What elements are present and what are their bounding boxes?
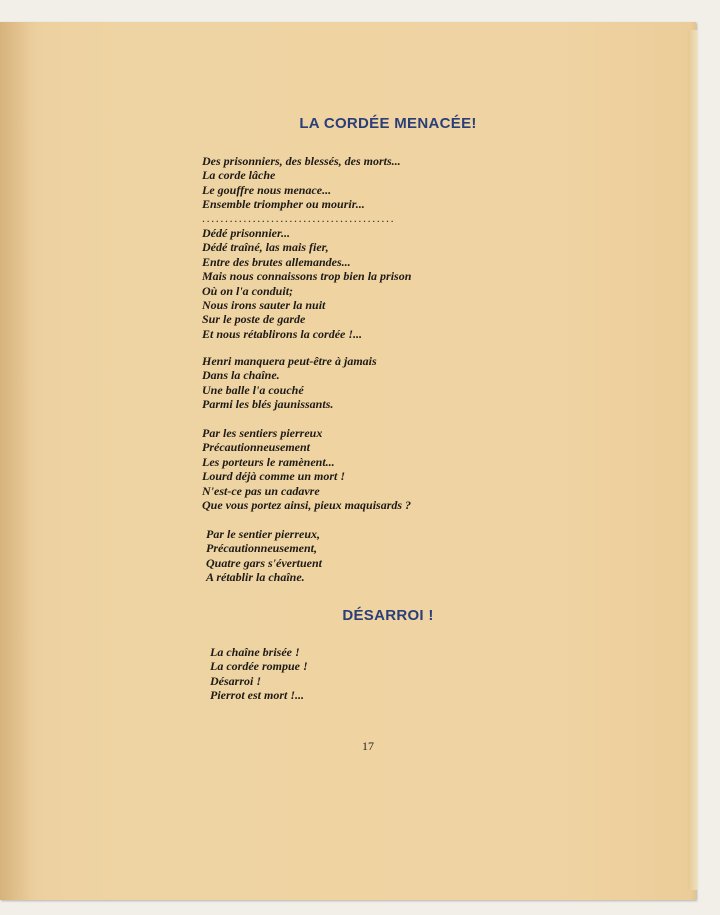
page-number: 17 [362, 739, 374, 753]
page-gutter-shadow [0, 22, 40, 900]
verse-line: Le gouffre nous menace... [202, 182, 332, 197]
verse-line: Où on l'a conduit; [202, 283, 294, 298]
poem1-stanza-2 [202, 226, 411, 341]
verse-line: N'est-ce pas un cadavre [202, 483, 320, 498]
verse-line: Une balle l'a couché [202, 382, 304, 397]
poem1-stanza-1 [202, 154, 401, 212]
verse-line: Henri manquera peut-être à jamais [202, 354, 377, 368]
verse-line: Dédé traîné, las mais fier, [202, 240, 329, 255]
verse-line: Précautionneusement [202, 440, 311, 455]
verse-line: Nous irons sauter la nuit [202, 298, 326, 313]
poem1-stanza-5 [206, 527, 322, 585]
ellipsis-divider: .......................................... [202, 211, 396, 225]
page-edge [688, 30, 698, 890]
poem-title-desarroi: DÉSARROI ! [342, 607, 434, 624]
verse-line: Précautionneusement, [206, 541, 318, 556]
verse-line: Par les sentiers pierreux [202, 426, 323, 440]
verse-line: Parmi les blés jaunissants. [202, 397, 334, 412]
verse-line: Et nous rétablirons la cordée !... [202, 326, 363, 341]
verse-line: Quatre gars s'évertuent [206, 555, 323, 570]
poem1-stanza-4 [202, 426, 411, 512]
verse-line: Pierrot est mort !... [210, 688, 305, 703]
verse-line: Que vous portez ainsi, pieux maquisards ? [202, 498, 412, 513]
verse-line: Dans la chaîne. [202, 368, 280, 383]
verse-line: La cordée rompue ! [210, 659, 308, 674]
poem1-stanza-3 [202, 354, 377, 412]
verse-line: Ensemble triompher ou mourir... [202, 197, 365, 212]
verse-line: La chaîne brisée ! [210, 645, 300, 659]
verse-line: Par le sentier pierreux, [206, 527, 320, 541]
verse-line: Les porteurs le ramènent... [202, 454, 335, 469]
verse-line: Entre des brutes allemandes... [202, 254, 351, 269]
verse-line: Des prisonniers, des blessés, des morts... [202, 154, 401, 168]
poem2-stanza-1 [210, 645, 308, 703]
verse-line: Mais nous connaissons trop bien la prison [202, 269, 412, 284]
verse-line: Sur le poste de garde [202, 312, 306, 327]
verse-line: Lourd déjà comme un mort ! [202, 469, 346, 484]
verse-line: Dédé prisonnier... [202, 226, 291, 240]
poem-title-la-cordee-menacee: LA CORDÉE MENACÉE! [299, 115, 477, 132]
verse-line: La corde lâche [202, 168, 276, 183]
verse-line: A rétablir la chaîne. [206, 570, 305, 585]
verse-line: Désarroi ! [210, 673, 262, 688]
